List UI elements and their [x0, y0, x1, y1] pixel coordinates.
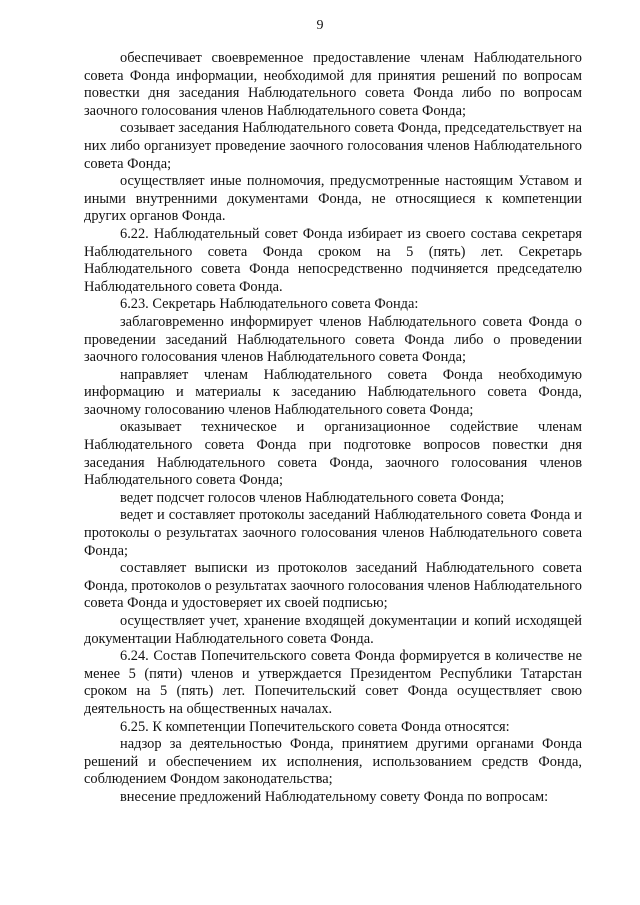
paragraph: оказывает техническое и организационное содействие членам Наблюдательного совета Фонда при подготовке вопросов повестки дня заседания Наблюдательного совета Фонда, заочного голосования членов Наблюдательного совета Фонда; — [84, 419, 582, 489]
paragraph: внесение предложений Наблюдательному совету Фонда по вопросам: — [120, 788, 549, 805]
paragraph: направляет членам Наблюдательного совета Фонда необходимую информацию и материалы к заседанию Наблюдательного совета Фонда, заочному голосованию членов Наблюдательного совета Фонда; — [84, 366, 582, 418]
paragraph: ведет подсчет голосов членов Наблюдательного совета Фонда; — [120, 489, 505, 506]
paragraph: 6.25. К компетенции Попечительского совета Фонда относятся: — [120, 718, 510, 735]
paragraph: осуществляет учет, хранение входящей документации и копий исходящей документации Наблюдательного совета Фонда. — [84, 613, 582, 647]
page-number: 9 — [316, 18, 324, 33]
paragraph: составляет выписки из протоколов заседаний Наблюдательного совета Фонда, протоколов о результатах заочного голосования членов Наблюдательного совета Фонда и удостоверяет их своей подписью; — [84, 560, 582, 612]
paragraph: 6.24. Состав Попечительского совета Фонда формируется в количестве не менее 5 (пяти) членов и утверждается Президентом Республики Татарстан сроком на 5 (пять) лет. Попечительский совет Фонда осуществляет свою деятельность на общественных началах. — [84, 648, 582, 717]
paragraph: надзор за деятельностью Фонда, принятием другими органами Фонда решений и обеспечением их исполнения, использованием средств Фонда, соблюдением Фондом законодательства; — [84, 736, 582, 788]
paragraph: 6.22. Наблюдательный совет Фонда избирает из своего состава секретаря Наблюдательного совета Фонда сроком на 5 (пять) лет. Секретарь Наблюдательного совета Фонда непосредственно подчиняется председателю Наблюдательного совета Фонда. — [84, 225, 582, 295]
paragraph: созывает заседания Наблюдательного совета Фонда, председательствует на них либо организует проведение заочного голосования членов Наблюдательного совета Фонда; — [84, 120, 582, 172]
paragraph: ведет и составляет протоколы заседаний Наблюдательного совета Фонда и протоколы о результатах заочного голосования членов Наблюдательного совета Фонда; — [84, 507, 582, 559]
paragraph: осуществляет иные полномочия, предусмотренные настоящим Уставом и иными внутренними документами Фонда, не относящиеся к компетенции других органов Фонда. — [84, 173, 582, 225]
paragraph: 6.23. Секретарь Наблюдательного совета Фонда: — [120, 296, 419, 313]
paragraph: заблаговременно информирует членов Наблюдательного совета Фонда о проведении заседаний Наблюдательного совета Фонда либо о проведении заочного голосования членов Наблюдательного совета Фонда; — [84, 313, 582, 366]
document-body — [84, 50, 582, 807]
paragraph: обеспечивает своевременное предоставление членам Наблюдательного совета Фонда информации, необходимой для принятия решений по вопросам повестки дня заседания Наблюдательного совета Фонда либо по вопросам заочного голосования членов Наблюдательного совета Фонда; — [84, 50, 582, 119]
